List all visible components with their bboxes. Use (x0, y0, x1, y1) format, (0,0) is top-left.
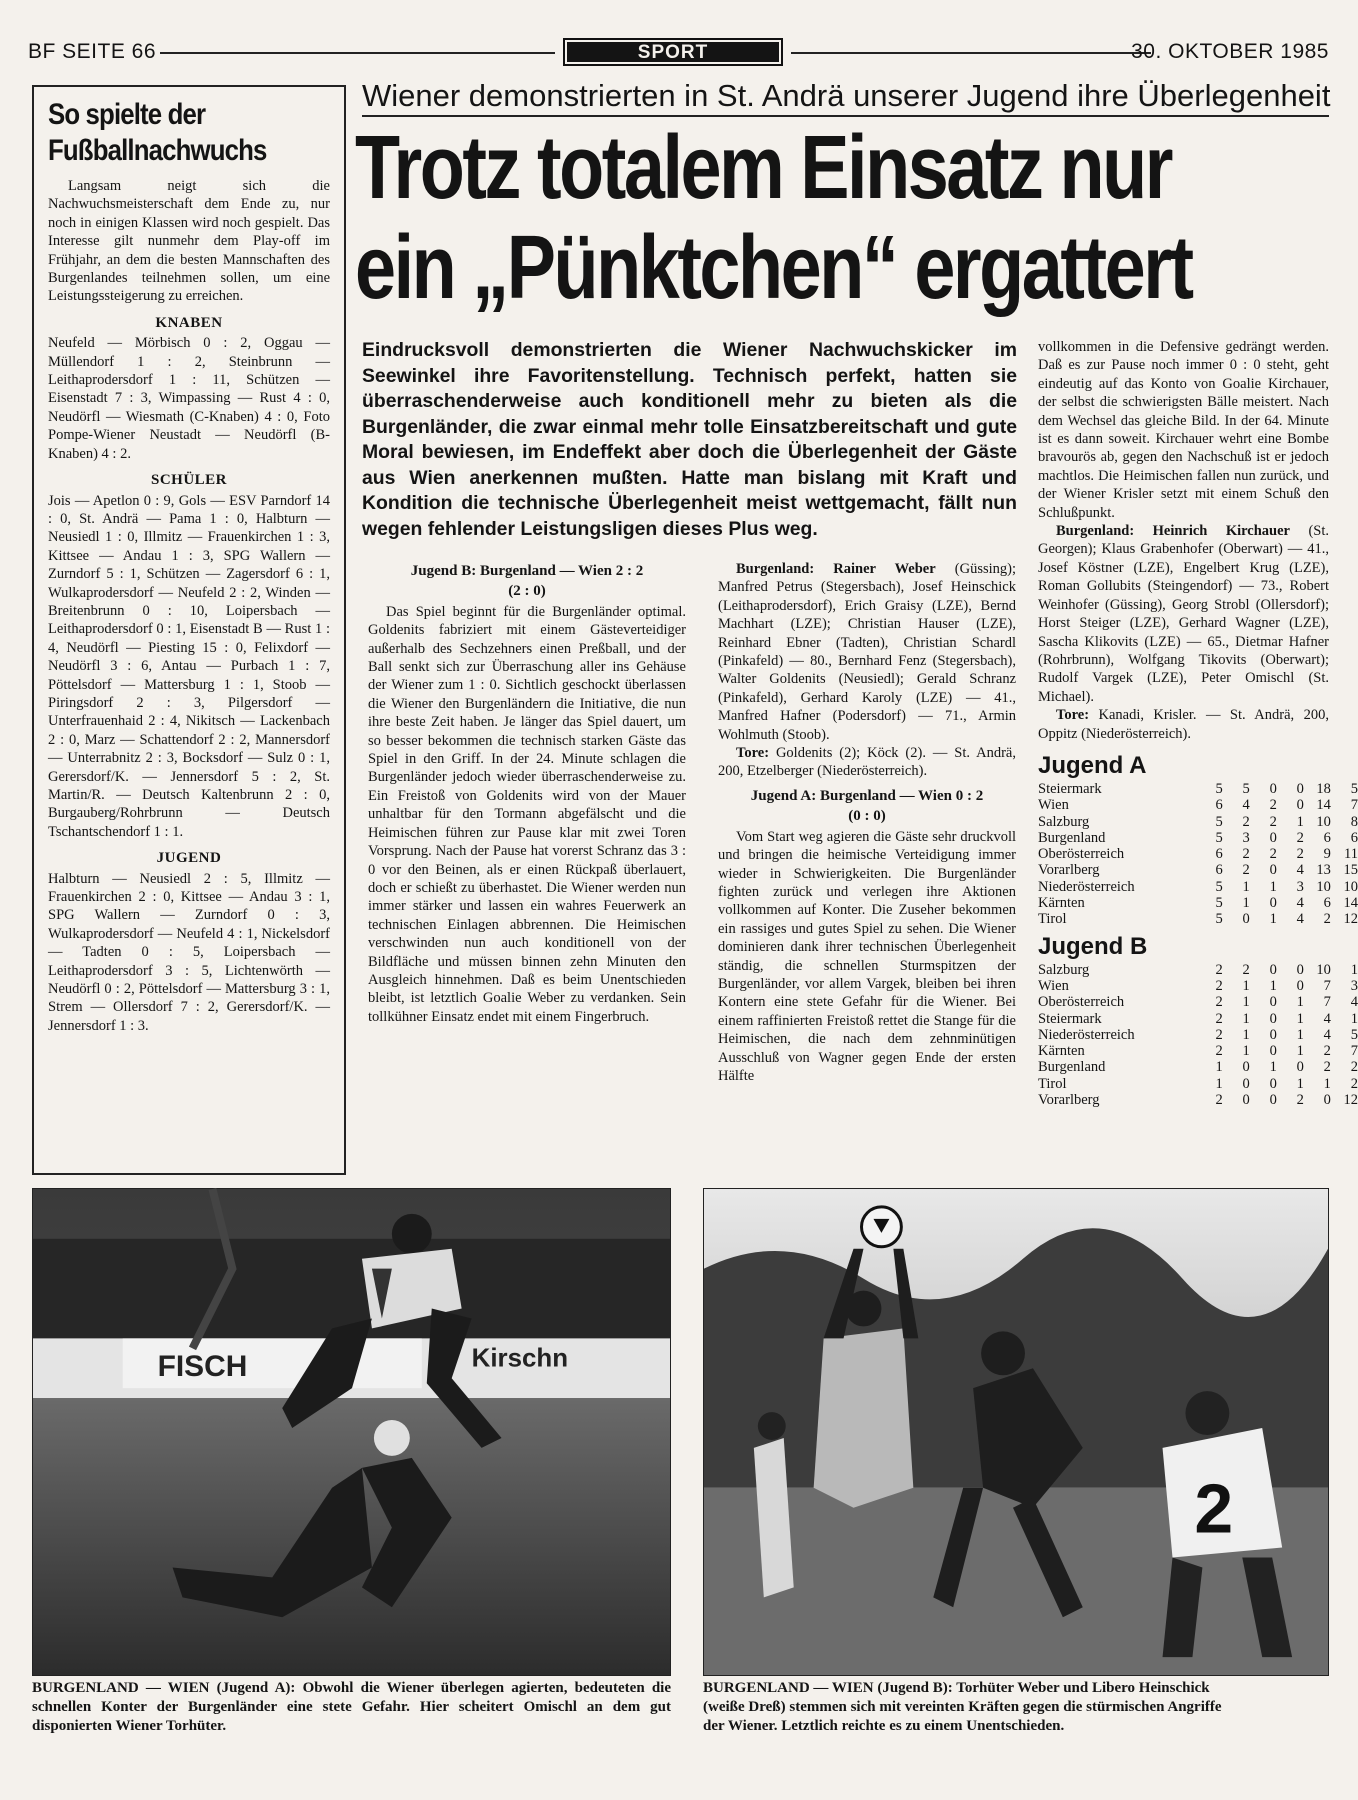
match-halftime-jugend-b: (2 : 0) (508, 583, 546, 600)
standings-row (1038, 962, 1358, 978)
headline-line2: ein „Pünktchen“ ergattert (355, 218, 1192, 318)
stat-value: 2 (1242, 961, 1250, 978)
goals-jugend-a (1038, 706, 1329, 743)
lineup-jugend-b (718, 560, 1016, 744)
results-sidebar (32, 85, 346, 1175)
standings-row (1038, 814, 1358, 830)
match-halftime-jugend-a: (0 : 0) (848, 808, 886, 825)
standings-row (1038, 978, 1358, 994)
stat-value: 1 (1296, 1026, 1304, 1043)
stat-value: 0 (1269, 961, 1277, 978)
standings-row (1038, 879, 1358, 895)
stat-value: 7 (1350, 797, 1358, 814)
stat-value: 1 (1242, 895, 1250, 912)
stat-value: 1 (1296, 813, 1304, 830)
stat-value: 2 (1350, 1059, 1358, 1076)
stat-value: 12 (1343, 911, 1358, 928)
banner-kirsch: Kirschn (471, 1344, 569, 1373)
team-name: Burgenland (1038, 1059, 1106, 1076)
jugend-results: Halbturn — Neusiedl 2 : 5, Illmitz — Frauenkirchen 2 : 0, Kittsee — Andau 3 : 1, SPG Wallern — Zurndorf 0 : 3, Wulkaprodersdorf — Neufeld 4 : 1, Nickelsdorf — Tadten 0 : 5, Loipersbach — Leithaprodersdorf 3 : 5, Lichtenwörth — Neudörfl 0 : 2, Pöttelsdorf — Mattersburg 3 : 1, Strem — Ollersdorf 7 : 2, Gerersdorf/K. — Jennersdorf 1 : 3. (48, 870, 330, 1034)
stat-value: 2 (1269, 846, 1277, 863)
photo-caption-left: BURGENLAND — WIEN (Jugend A): Obwohl die Wiener überlegen agierten, bedeuteten die schnellen Konter der Burgenländer eine stete Gefahr. Hier scheitert Omischl an dem gut disponierten Wiener Torhüter. (32, 1680, 671, 1734)
standings-row (1038, 1092, 1358, 1108)
stat-value: 1 (1242, 1026, 1250, 1043)
stat-value: 5 (1215, 829, 1223, 846)
standings-row (1038, 1076, 1358, 1092)
stat-value: 3 (1350, 977, 1358, 994)
section-tag (563, 38, 783, 66)
stat-value: 2 (1269, 813, 1277, 830)
stat-value: 0 (1269, 895, 1277, 912)
match-report-jugend-a: Vom Start weg agieren die Gäste sehr druckvoll und bringen die heimische Verteidigung immer wieder in Schwierigkeiten. Die Burgenländer fighten zurück und verlegen ihre Aktionen vollkommen auf Konter. Die Zuseher bekommen ein rassiges und gutes Spiel zu sehen. Die Wiener dominieren dank ihrer technischen Überlegenheit ständig, die schnellen Sturmspitzen der Burgenländer, vor allem Vargek, bleiben bei ihren Kontern eine stete Gefahr für die Wiener. Bei einem raffinierten Freistoß rettet die Stange für die Heimischen, die nach dem zehnminütigen Ausschluß von Wagner gegen Ende der ersten Hälfte (718, 828, 1016, 1084)
lineup-jugend-a (1038, 522, 1329, 706)
stat-value: 2 (1350, 1075, 1358, 1092)
banner-fisch: FISCH (157, 1350, 248, 1384)
stat-value: 5 (1350, 780, 1358, 797)
sidebar-title-line1: So spielte der (48, 98, 206, 131)
sidebar-title-line2: Fußballnachwuchs (48, 134, 267, 167)
stat-value: 1 (1350, 961, 1358, 978)
stat-value: 14 (1343, 895, 1358, 912)
goals-text: Kanadi, Krisler. — St. Andrä, 200, Oppitz (Niederösterreich). (1038, 707, 1329, 742)
stat-value: 1 (1296, 1010, 1304, 1027)
team-name: Niederösterreich (1038, 1026, 1135, 1043)
stat-value: 6 (1350, 829, 1358, 846)
stat-value: 0 (1296, 797, 1304, 814)
stat-value: 18 (1316, 780, 1331, 797)
team-name: Kärnten (1038, 1043, 1085, 1060)
standings-title-jugend-a: Jugend A (1038, 751, 1147, 779)
stat-value: 10 (1343, 878, 1358, 895)
stat-value: 1 (1269, 1059, 1277, 1076)
stat-value: 1 (1269, 977, 1277, 994)
lineup-text: (Güssing); Manfred Petrus (Stegersbach), Josef Heinschick (Leithaprodersdorf), Erich Graisy (LZE), Bernd Machhart (LZE); Christian Hauser (LZE), Reinhard Ebner (Tadten), Christian Schardl (Pinkafeld) — 80., Bernhard Fenz (Stegersbach), Walter Goldenits (Neusiedl); Gerald Schranz (Pinkafeld), Gerhard Karoly (LZE) — 41., Manfred Hafner (Podersdorf) — 71., Armin Wohlmuth (Stoob). (718, 561, 1016, 743)
stat-value: 4 (1296, 895, 1304, 912)
goals-label: Tore: (1056, 707, 1090, 724)
stat-value: 2 (1242, 846, 1250, 863)
stat-value: 5 (1215, 911, 1223, 928)
article-column-3 (1038, 338, 1358, 1108)
stat-value: 2 (1215, 1091, 1223, 1108)
stat-value: 2 (1323, 911, 1331, 928)
stat-value: 5 (1215, 878, 1223, 895)
stat-value: 4 (1323, 1026, 1331, 1043)
team-name: Steiermark (1038, 780, 1102, 797)
stat-value: 1 (1215, 1059, 1223, 1076)
stat-value: 2 (1215, 1010, 1223, 1027)
standings-row (1038, 797, 1358, 813)
stat-value: 14 (1316, 797, 1331, 814)
stat-value: 2 (1296, 1091, 1304, 1108)
stat-value: 0 (1242, 1059, 1250, 1076)
stat-value: 13 (1316, 862, 1331, 879)
stat-value: 1 (1269, 911, 1277, 928)
team-name: Niederösterreich (1038, 878, 1135, 895)
stat-value: 6 (1323, 895, 1331, 912)
match-report-jugend-b: Das Spiel beginnt für die Burgenländer optimal. Goldenits fabriziert mit einem Gästeverteidiger außerhalb des Sechzehners einen Preßball, und der Ball senkt sich zur Überraschung aller ins Gehäuse der Wiener zum 1 : 0. Sichtlich geschockt überlassen die Wiener den Burgenländern die Initiative, die nun ihre beste Zeit haben. Je länger das Spiel dauert, um so besser bekommen die technisch starken Gäste das Spiel in den Griff. In der 24. Minute schlagen die Burgenländer jedoch wieder überraschenderweise zu. Ein Freistoß von Goldenits wird von der Mauer unhaltbar für den Tormann abgefälscht und die Heimischen führen zur Pause klar mit zwei Toren Vorsprung. Nach der Pause hat vorerst Schranz das 3 : 0 vor den Beinen, als er einen Rückpaß überlauert, doch er schießt zu überhastet. Die Wiener werden nun immer stärker und lassen ein wahres Feuerwerk an technischen Einlagen abbrennen. Die Heimischen verschwinden nun auch konditionell von der Bildfläche und müssen binnen zehn Minuten den Ausgleich hinnehmen. Daß es beim Unentschieden bleibt, ist letztlich Goalie Weber zu verdanken. Sein tollkühner Einsatz endet mit einem Fingerbruch. (368, 603, 686, 1025)
stat-value: 2 (1323, 1043, 1331, 1060)
team-name: Burgenland (1038, 829, 1106, 846)
stat-value: 1 (1323, 1075, 1331, 1092)
stat-value: 7 (1323, 977, 1331, 994)
standings-table-jugend-b (1038, 962, 1358, 1109)
stat-value: 2 (1242, 813, 1250, 830)
stat-value: 1 (1296, 1075, 1304, 1092)
standings-row (1038, 911, 1358, 927)
stat-value: 6 (1215, 846, 1223, 863)
stat-value: 2 (1296, 829, 1304, 846)
page-number: BF SEITE 66 (28, 40, 157, 63)
stat-value: 1 (1350, 1010, 1358, 1027)
page-header (28, 38, 1329, 68)
stat-value: 4 (1350, 994, 1358, 1011)
shirt-number: 2 (1194, 1469, 1234, 1548)
photo-jugend-a-image (33, 1189, 670, 1675)
stat-value: 0 (1269, 862, 1277, 879)
article-lead: Eindrucksvoll demonstrierten die Wiener Nachwuchskicker im Seewinkel ihre Favoritenstellung. Technisch perfekt, hatten sie überraschenderweise auch konditionell mehr zu bieten als die Burgenländer, die zwar einmal mehr tolle Einsatzbereitschaft und gute Moral bewiesen, im Endeffekt aber doch die Überlegenheit der Gäste aus Wien anerkennen mußten. Hatte man bislang mit Kraft und Kondition die technische Überlegenheit meist wettgemacht, fällt nun wegen fehlender Leistungsligen dieses Plus weg. (362, 339, 1017, 540)
stat-value: 5 (1242, 780, 1250, 797)
stat-value: 0 (1269, 829, 1277, 846)
stat-value: 6 (1215, 797, 1223, 814)
stat-value: 0 (1269, 780, 1277, 797)
standings-row (1038, 830, 1358, 846)
stat-value: 2 (1269, 797, 1277, 814)
match-report-jugend-a-cont: vollkommen in die Defensive gedrängt werden. Daß es zur Pause noch immer 0 : 0 steht, geht eindeutig auf das Konto von Goalie Kirchauer, der selbst die schwierigsten Bälle meistert. Nach dem Wechsel das gleiche Bild. In der 64. Minute ist es dann soweit. Kirchauer wehrt eine Bombe bravourös ab, gegen den Nachschuß ist er jedoch machtlos. Die Heimischen fallen nun zurück, und der Wiener Krisler setzt mit einem Schuß den Schlußpunkt. (1038, 339, 1329, 521)
stat-value: 5 (1215, 895, 1223, 912)
standings-title-jugend-b: Jugend B (1038, 932, 1148, 960)
stat-value: 0 (1269, 994, 1277, 1011)
goals-text: Goldenits (2); Köck (2). — St. Andrä, 200, Etzelberger (Niederösterreich). (718, 745, 1016, 780)
stat-value: 1 (1242, 977, 1250, 994)
stat-value: 0 (1296, 977, 1304, 994)
stat-value: 1 (1242, 878, 1250, 895)
kicker-rule (362, 115, 1329, 117)
photo-caption-right (703, 1679, 1329, 1736)
standings-table-jugend-a (1038, 781, 1358, 928)
goals-jugend-b (718, 744, 1016, 781)
stat-value: 1 (1296, 994, 1304, 1011)
stat-value: 0 (1296, 961, 1304, 978)
sidebar-intro: Langsam neigt sich die Nachwuchsmeisterschaft dem Ende zu, nur noch in einigen Klassen wird noch gespielt. Das Interesse gilt nunmehr dem Play-off im Frühjahr, an dem die besten Mannschaften des Burgenlandes teilnehmen sollen, um eine Leistungssteigerung zu erreichen. (48, 178, 330, 305)
stat-value: 2 (1215, 977, 1223, 994)
lineup-text: (St. Georgen); Klaus Grabenhofer (Oberwart) — 41., Josef Köstner (LZE), Engelbert Krug (LZE), Roman Gollubits (Steingendorf) — 73., Robert Weinhofer (Güssing), Georg Strobl (Ollersdorf); Horst Steiger (LZE), Gerhard Wagner (LZE), Sascha Klikovits (LZE) — 65., Dietmar Hafner (Rohrbrunn), Wolfgang Tikovits (Oberwart); Rudolf Vargek (LZE), Peter Omischl (St. Michael). (1038, 523, 1329, 705)
schueler-results: Jois — Apetlon 0 : 9, Gols — ESV Parndorf 14 : 0, St. Andrä — Pama 1 : 0, Halbturn — Neusiedl 1 : 0, Illmitz — Frauenkirchen 1 : 3, Kittsee — Andau 1 : 3, SPG Wallern — Zurndorf 5 : 1, Schützen — Zagersdorf 6 : 1, Wulkaprodersdorf — Neufeld 2 : 2, Winden — Breitenbrunn 0 : 10, Loipersbach — Leithaprodersdorf 0 : 1, Eisenstadt B — Rust 1 : 4, Neudörfl — Piesting 15 : 0, Felixdorf — Neudörfl 3 : 6, Antau — Purbach 1 : 7, Pöttelsdorf — Mattersburg 1 : 1, Stoob — Piringsdorf 2 : 3, Pilgersdorf — Unterfrauenhaid 2 : 4, Nikitsch — Lackenbach 2 : 0, Marz — Schattendorf 2 : 2, Mannersdorf — Unterrabnitz 2 : 3, Bocksdorf — Sulz 0 : 1, Gerersdorf/K. — Jennersdorf 5 : 2, St. Martin/R. — Deutsch Kaltenbrunn 2 : 0, Burgauberg/Rohrbrunn — Deutsch Tschantschendorf 1 : 1. (48, 492, 330, 840)
stat-value: 1 (1242, 1043, 1250, 1060)
team-name: Vorarlberg (1038, 862, 1100, 879)
photo-jugend-a (32, 1188, 671, 1676)
stat-value: 12 (1343, 1091, 1358, 1108)
stat-value: 4 (1296, 862, 1304, 879)
stat-value: 0 (1269, 1026, 1277, 1043)
team-name: Oberösterreich (1038, 846, 1125, 863)
standings-row (1038, 1027, 1358, 1043)
stat-value: 2 (1215, 1043, 1223, 1060)
stat-value: 10 (1316, 961, 1331, 978)
team-name: Steiermark (1038, 1010, 1102, 1027)
team-name: Kärnten (1038, 895, 1085, 912)
stat-value: 1 (1215, 1075, 1223, 1092)
team-name: Oberösterreich (1038, 994, 1125, 1011)
caption-right-line1: BURGENLAND — WIEN (Jugend B): Torhüter Weber und Libero Heinschick (703, 1680, 1210, 1696)
stat-value: 5 (1350, 1026, 1358, 1043)
stat-value: 6 (1323, 829, 1331, 846)
lineup-label: Burgenland: Heinrich Kirchauer (1056, 523, 1290, 540)
stat-value: 0 (1269, 1075, 1277, 1092)
team-name: Tirol (1038, 911, 1067, 928)
stat-value: 1 (1242, 1010, 1250, 1027)
stat-value: 10 (1316, 813, 1331, 830)
team-name: Wien (1038, 977, 1069, 994)
jugend-heading: JUGEND (156, 850, 222, 867)
stat-value: 0 (1323, 1091, 1331, 1108)
stat-value: 2 (1215, 1026, 1223, 1043)
section-label: SPORT (567, 42, 779, 62)
stat-value: 2 (1242, 862, 1250, 879)
stat-value: 10 (1316, 878, 1331, 895)
standings-row (1038, 1059, 1358, 1075)
stat-value: 2 (1296, 846, 1304, 863)
lineup-label: Burgenland: Rainer Weber (736, 561, 936, 577)
knaben-results: Neufeld — Mörbisch 0 : 2, Oggau — Müllendorf 1 : 2, Steinbrunn — Leithaprodersdorf 1 : 11, Schützen — Eisenstadt 7 : 3, Wimpassing — Rust 4 : 0, Neudörfl — Wiesmath (C-Knaben) 4 : 0, Foto Pompe-Wiener Neustadt — Neudörfl (B-Knaben) 4 : 2. (48, 335, 330, 462)
schueler-heading: SCHÜLER (150, 472, 228, 489)
caption-right-line2: (weiße Dreß) stemmen sich mit vereinten Kräften gegen die stürmischen Angriffe (703, 1699, 1222, 1715)
stat-value: 5 (1215, 780, 1223, 797)
team-name: Tirol (1038, 1075, 1067, 1092)
stat-value: 15 (1343, 862, 1358, 879)
stat-value: 2 (1323, 1059, 1331, 1076)
stat-value: 7 (1323, 994, 1331, 1011)
stat-value: 3 (1296, 878, 1304, 895)
stat-value: 0 (1296, 780, 1304, 797)
caption-right-line3: der Wiener. Letztlich reichte es zu einem Unentschieden. (703, 1718, 1065, 1734)
issue-date: 30. OKTOBER 1985 (1131, 40, 1329, 63)
stat-value: 0 (1269, 1010, 1277, 1027)
stat-value: 11 (1344, 846, 1358, 863)
stat-value: 8 (1350, 813, 1358, 830)
standings-row (1038, 846, 1358, 862)
stat-value: 4 (1323, 1010, 1331, 1027)
stat-value: 4 (1296, 911, 1304, 928)
stat-value: 7 (1350, 1043, 1358, 1060)
standings-row (1038, 994, 1358, 1010)
stat-value: 2 (1215, 994, 1223, 1011)
stat-value: 2 (1215, 961, 1223, 978)
article-kicker: Wiener demonstrierten in St. Andrä unserer Jugend ihre Überlegenheit (362, 78, 1331, 113)
goals-label: Tore: (736, 745, 770, 762)
team-name: Wien (1038, 797, 1069, 814)
stat-value: 0 (1242, 1091, 1250, 1108)
standings-row (1038, 1011, 1358, 1027)
header-rule-left (160, 52, 555, 54)
match-heading-jugend-b: Jugend B: Burgenland — Wien 2 : 2 (410, 563, 644, 579)
team-name: Vorarlberg (1038, 1091, 1100, 1108)
photo-jugend-b (703, 1188, 1329, 1676)
stat-value: 5 (1215, 813, 1223, 830)
stat-value: 1 (1242, 994, 1250, 1011)
standings-row (1038, 1043, 1358, 1059)
match-heading-jugend-a: Jugend A: Burgenland — Wien 0 : 2 (750, 787, 984, 804)
standings-row (1038, 781, 1358, 797)
stat-value: 9 (1323, 846, 1331, 863)
stat-value: 6 (1215, 862, 1223, 879)
knaben-heading: KNABEN (155, 314, 223, 331)
team-name: Salzburg (1038, 961, 1090, 978)
article-column-2 (718, 560, 1016, 1085)
stat-value: 0 (1269, 1043, 1277, 1060)
stat-value: 1 (1296, 1043, 1304, 1060)
stat-value: 0 (1242, 911, 1250, 928)
stat-value: 0 (1242, 1075, 1250, 1092)
standings-row (1038, 862, 1358, 878)
header-rule-right (791, 52, 1151, 54)
standings-row (1038, 895, 1358, 911)
sidebar-title (48, 97, 340, 169)
stat-value: 0 (1296, 1059, 1304, 1076)
stat-value: 3 (1242, 829, 1250, 846)
photo-jugend-b-image (704, 1189, 1328, 1675)
headline-line1: Trotz totalem Einsatz nur (355, 118, 1172, 218)
article-column-1 (368, 560, 686, 1026)
article-headline (355, 118, 1329, 338)
stat-value: 4 (1242, 797, 1250, 814)
team-name: Salzburg (1038, 813, 1090, 830)
stat-value: 1 (1269, 878, 1277, 895)
stat-value: 0 (1269, 1091, 1277, 1108)
